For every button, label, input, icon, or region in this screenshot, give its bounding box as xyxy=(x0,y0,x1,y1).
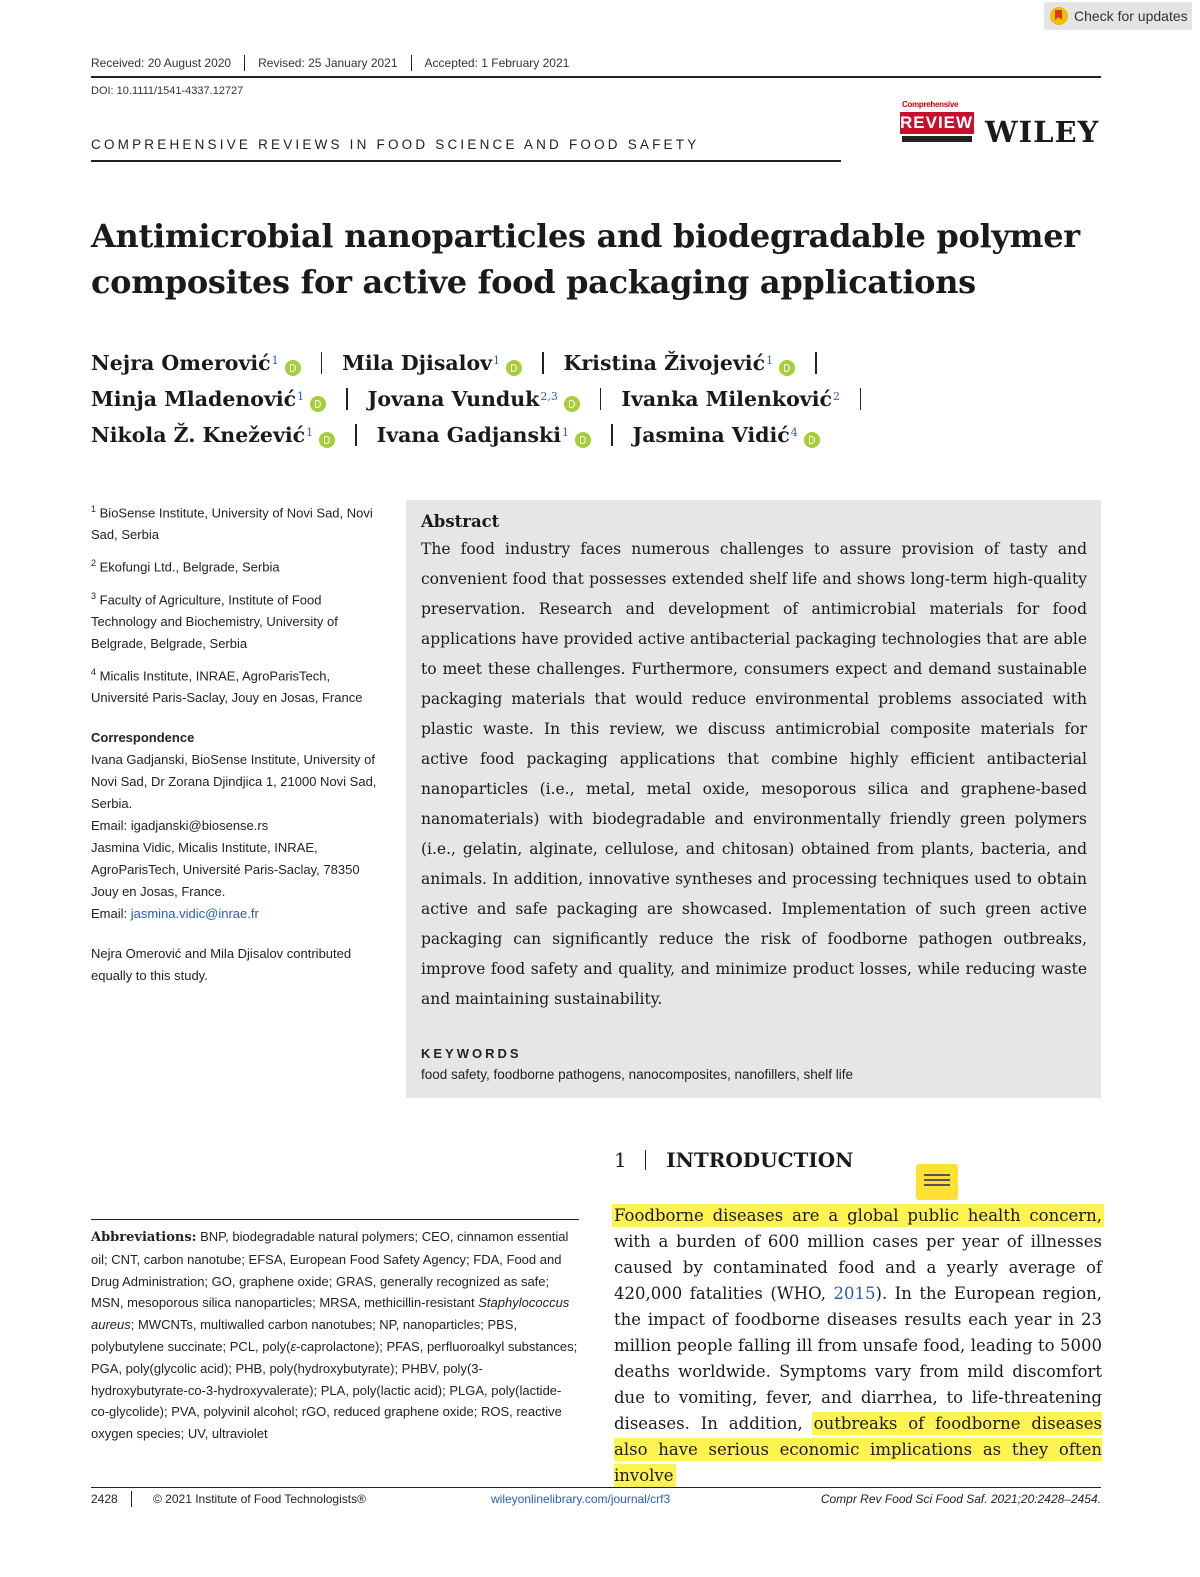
separator xyxy=(346,388,348,410)
email-link[interactable]: jasmina.vidic@inrae.fr xyxy=(130,906,259,922)
header-rule xyxy=(91,76,1101,78)
author-list xyxy=(91,345,1101,453)
separator xyxy=(355,424,357,446)
abbreviations: Abbreviations: BNP, biodegradable natural polymers; CEO, cinnamon essential oil; CNT, carbon nanotube; EFSA, European Food Safety Agency; FDA, Food and Drug Administration; GO, graphene oxide; GRAS, generally recognized as safe; MSN, mesoporous silica nanoparticles; MRSA, methicillin-resistant Staphylococcus aureus; MWCNTs, multiwalled carbon nanotubes; NP, nanoparticles; PBS, polybutylene succinate; PCL, poly(ε-caprolactone); PFAS, perfluoroalkyl substances; PGA, poly(glycolic acid); PHB, poly(hydroxybutyrate); PHBV, poly(3-hydroxybutyrate-co-3-hydroxyvalerate); PLA, poly(lactic acid); PLGA, poly(lactide-co-glycolide); PVA, polyvinil alcohol; rGO, reduced graphene oxide; ROS, reactive oxygen species; UV, ultraviolet xyxy=(91,1229,578,1442)
author-line xyxy=(91,381,1101,417)
wiley-logo: WILEY xyxy=(985,115,1100,149)
citation-link[interactable]: 2015 xyxy=(833,1284,876,1303)
author[interactable]: Mila Djisalov $^1$ xyxy=(342,351,501,375)
revised-date: Revised: 25 January 2021 xyxy=(245,55,411,71)
abbreviations-rule xyxy=(91,1219,579,1220)
orcid-icon[interactable] xyxy=(310,396,326,412)
footer-rule xyxy=(91,1487,1101,1488)
check-for-updates-button[interactable] xyxy=(1044,2,1192,30)
received-date: Received: 20 August 2020 xyxy=(91,55,245,71)
highlight[interactable]: outbreaks of foodborne diseases also have serious economic implications as they often involve xyxy=(614,1414,1102,1485)
copyright: © 2021 Institute of Food Technologists® xyxy=(153,1492,366,1506)
orcid-icon[interactable] xyxy=(285,360,301,376)
separator xyxy=(321,352,323,374)
author[interactable]: Jasmina Vidić $^4$ xyxy=(632,423,798,447)
author[interactable]: Kristina Živojević $^1$ xyxy=(563,351,774,375)
introduction-paragraph: Foodborne diseases are a global public health concern, with a burden of 600 million cases per year of illnesses caused by contaminated food and a yearly average of 420,000 fatalities (WHO, 2015). In the European region, the impact of foodborne diseases results each year in 23 million people falling ill from unsafe food, leading to 5000 deaths worldwide. Symptoms vary from mild discomfort due to vomiting, fever, and diarrhea, to life-threatening diseases. In addition, outbreaks of foodborne diseases also have serious economic implications as they often involve xyxy=(614,1206,1102,1485)
author[interactable]: Nejra Omerović $^1$ xyxy=(91,351,279,375)
abstract-box xyxy=(406,500,1101,1098)
separator xyxy=(815,352,817,374)
article-title: Antimicrobial nanoparticles and biodegradable polymer composites for active food packaging applications xyxy=(91,217,1080,301)
separator xyxy=(131,1491,132,1507)
section-title: INTRODUCTION xyxy=(666,1148,854,1172)
annotation-note-icon[interactable] xyxy=(916,1164,958,1200)
orcid-icon[interactable] xyxy=(779,360,795,376)
author[interactable]: Minja Mladenović $^1$ xyxy=(91,387,305,411)
affiliation: $^2$ Ekofungi Ltd., Belgrade, Serbia xyxy=(91,558,280,575)
journal-rule xyxy=(91,160,841,162)
section-heading xyxy=(614,1148,853,1172)
author[interactable]: Ivana Gadjanski $^1$ xyxy=(376,423,569,447)
author-line xyxy=(91,345,1101,381)
keywords-heading: KEYWORDS xyxy=(421,1046,522,1061)
correspondence-2-email: Email: jasmina.vidic@inrae.fr xyxy=(91,906,259,922)
author[interactable]: Nikola Ž. Knežević $^1$ xyxy=(91,423,314,447)
doi: DOI: 10.1111/1541-4337.12727 xyxy=(91,85,244,97)
journal-name: COMPREHENSIVE REVIEWS IN FOOD SCIENCE AND FOOD SAFETY xyxy=(91,137,700,152)
affiliation: $^1$ BioSense Institute, University of Novi Sad, Novi Sad, Serbia xyxy=(91,504,373,543)
correspondence-heading: Correspondence xyxy=(91,730,195,746)
separator xyxy=(542,352,544,374)
correspondence-1: Ivana Gadjanski, BioSense Institute, University of Novi Sad, Dr Zorana Djindjica 1, 21000 Novi Sad, Serbia. xyxy=(91,752,377,812)
author[interactable]: Ivanka Milenković $^2$ xyxy=(621,387,840,411)
comprehensive-reviews-logo: Comprehensive REVIEWS xyxy=(900,100,976,148)
separator xyxy=(611,424,613,446)
abstract-text: The food industry faces numerous challenges to assure provision of tasty and convenient food that possesses extended shelf life and shows long-term high-quality preservation. Research and development of antimicrobial materials for food applications have provided active antibacterial packaging technologies that are able to meet these challenges. Furthermore, consumers expect and demand sustainable packaging materials that would reduce environmental problems associated with plastic waste. In this review, we discuss antimicrobial composite materials for active food packaging applications that combine highly efficient antibacterial nanoparticles (i.e., metal, metal oxide, mesoporous silica and graphene-based nanomaterials) with biodegradable and environmentally friendly green polymers (i.e., gelatin, alginate, cellulose, and chitosan) obtained from plants, bacteria, and animals. In addition, innovative syntheses and processing techniques used to obtain active and safe packaging are showcased. Implementation of such green active packaging can significantly reduce the risk of foodborne pathogen outbreaks, improve food safety and quality, and minimize product losses, while reducing waste and maintaining sustainability. xyxy=(421,540,1087,1008)
affiliation: $^4$ Micalis Institute, INRAE, AgroParisTech, Université Paris-Saclay, Jouy en Josas, France xyxy=(91,666,363,706)
orcid-icon[interactable] xyxy=(319,432,335,448)
bookmark-icon xyxy=(1050,7,1068,25)
journal-citation: Compr Rev Food Sci Food Saf. 2021;20:2428–2454. xyxy=(820,1492,1101,1506)
separator xyxy=(600,388,602,410)
highlight[interactable]: Foodborne diseases are a global public health concern, xyxy=(614,1206,1102,1225)
section-number: 1 xyxy=(614,1148,627,1172)
accepted-date: Accepted: 1 February 2021 xyxy=(424,56,570,70)
correspondence-2: Jasmina Vidic, Micalis Institute, INRAE, AgroParisTech, Université Paris-Saclay, 78350 Jouy en Josas, France. xyxy=(91,840,360,900)
abstract-heading: Abstract xyxy=(421,512,500,531)
article-dates xyxy=(91,55,582,71)
check-for-updates-label: Check for updates xyxy=(1074,8,1188,24)
author-line xyxy=(91,417,1101,453)
keywords: food safety, foodborne pathogens, nanocomposites, nanofillers, shelf life xyxy=(421,1067,854,1082)
author[interactable]: Jovana Vunduk $^{2,3}$ xyxy=(367,387,558,411)
contribution-note: Nejra Omerović and Mila Djisalov contributed equally to this study. xyxy=(91,946,352,984)
orcid-icon[interactable] xyxy=(506,360,522,376)
separator xyxy=(860,388,862,410)
journal-url-link[interactable]: wileyonlinelibrary.com/journal/crf3 xyxy=(491,1492,671,1506)
affiliations xyxy=(91,498,381,987)
page-number: 2428 xyxy=(91,1492,118,1506)
affiliation: $^3$ Faculty of Agriculture, Institute of Food Technology and Biochemistry, University of Belgrade, Belgrade, Serbia xyxy=(91,590,338,651)
separator xyxy=(645,1150,647,1170)
correspondence-1-email: Email: igadjanski@biosense.rs xyxy=(91,818,269,834)
orcid-icon[interactable] xyxy=(564,396,580,412)
orcid-icon[interactable] xyxy=(804,432,820,448)
orcid-icon[interactable] xyxy=(575,432,591,448)
